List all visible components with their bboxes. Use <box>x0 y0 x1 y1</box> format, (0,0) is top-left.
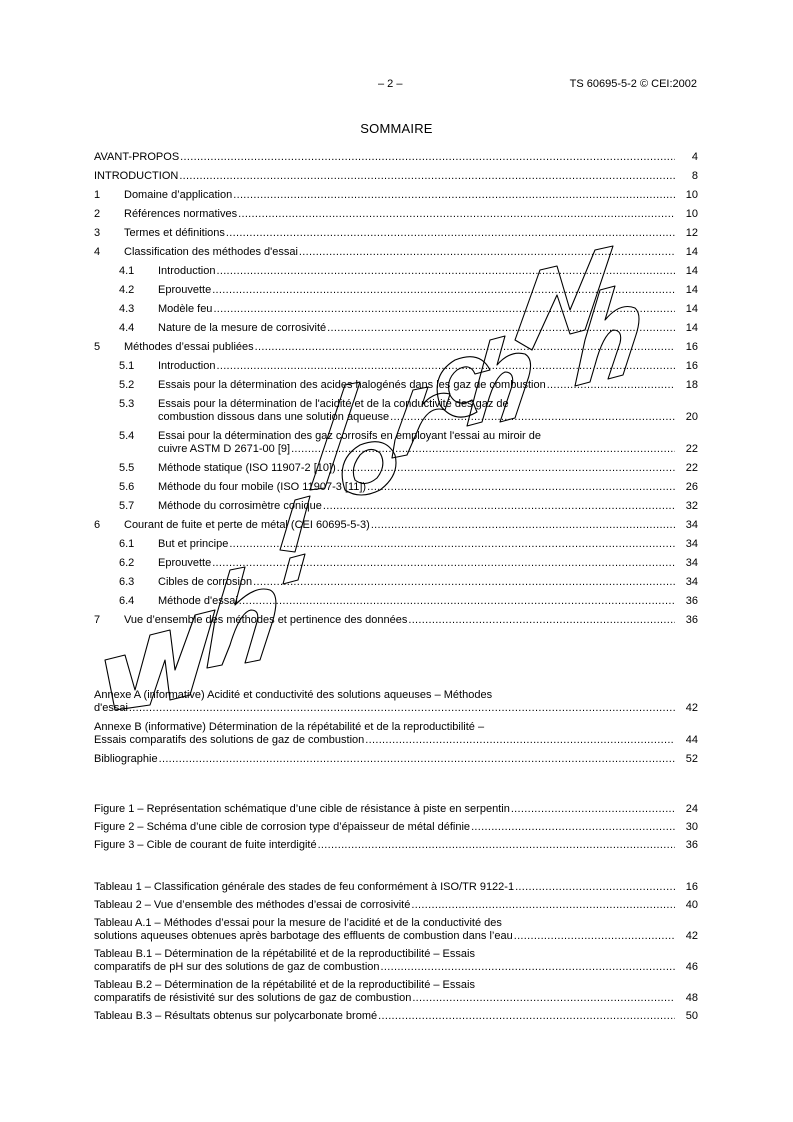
toc-entry-text <box>124 227 698 240</box>
dot-leader <box>390 411 675 424</box>
toc-entry-number: 7 <box>94 614 101 626</box>
toc-entry[interactable] <box>94 721 698 747</box>
toc-entry-title: Essais pour la détermination des acides halogénés dans les gaz de combustion <box>158 379 546 391</box>
toc-entry-text <box>94 170 698 183</box>
toc-entry-page: 48 <box>685 992 698 1004</box>
toc-entry-last-line <box>158 379 676 392</box>
toc-entry-last-line <box>158 595 676 608</box>
toc-entry-title: Nature de la mesure de corrosivité <box>158 322 327 334</box>
toc-entry-page: 14 <box>685 284 698 296</box>
toc-entry-page: 14 <box>685 246 698 258</box>
toc-entry-text <box>158 430 698 456</box>
toc-entry-title: Tableau B.3 – Résultats obtenus sur polycarbonate bromé <box>94 1010 378 1022</box>
toc-entry-title: Tableau 1 – Classification générale des stades de feu conformément à ISO/TR 9122-1 <box>94 881 515 893</box>
toc-entry-last-line <box>94 753 676 766</box>
toc-entry[interactable] <box>94 462 698 475</box>
toc-entry-number: 6 <box>94 519 101 531</box>
dot-leader <box>323 500 675 513</box>
toc-entry[interactable] <box>94 208 698 221</box>
dot-leader <box>159 753 675 766</box>
toc-entry-text <box>94 803 698 816</box>
toc-entry-text <box>94 689 698 715</box>
toc-entry-text <box>94 899 698 912</box>
toc-entry-title: But et principe <box>158 538 229 550</box>
dot-leader <box>381 961 675 974</box>
toc-entry[interactable] <box>94 538 698 551</box>
toc-entry-number: 5.4 <box>119 430 135 442</box>
toc-entry-last-line <box>158 284 676 297</box>
toc-entry-page: 20 <box>685 411 698 423</box>
toc-entry-number: 4.4 <box>119 322 135 334</box>
dot-leader <box>371 519 675 532</box>
toc-entry-title: Méthode statique (ISO 11907-2 [10]) <box>158 462 336 474</box>
toc-entry-page: 16 <box>685 360 698 372</box>
toc-entry-text <box>158 360 698 373</box>
toc-entry-last-line <box>158 557 676 570</box>
dot-leader <box>180 151 675 164</box>
toc-entry-number: 5.5 <box>119 462 135 474</box>
toc-entry-text <box>124 341 698 354</box>
toc-entry-line: Essai pour la détermination des gaz corrosifs en employant l'essai au miroir de <box>158 430 542 442</box>
toc-entry-last-line <box>94 734 676 747</box>
toc-entry-title: Méthode du four mobile (ISO 11907-3 [11]) <box>158 481 367 493</box>
toc-entry-title: cuivre ASTM D 2671-00 [9] <box>158 443 291 455</box>
toc-entry-last-line <box>124 227 676 240</box>
toc-entry-page: 32 <box>685 500 698 512</box>
toc-entry-last-line <box>124 341 676 354</box>
toc-entry-title: Courant de fuite et perte de métal (CEI 60695-5-3) <box>124 519 370 531</box>
toc-entry-page: 36 <box>685 595 698 607</box>
toc-entry[interactable] <box>94 948 698 974</box>
toc-entry-last-line <box>94 151 676 164</box>
toc-entry[interactable] <box>94 1010 698 1023</box>
toc-entry-number: 6.2 <box>119 557 135 569</box>
dot-leader <box>412 992 675 1005</box>
toc-entry-page: 26 <box>685 481 698 493</box>
toc-entry-last-line <box>158 443 676 456</box>
dot-leader <box>514 930 675 943</box>
toc-entry-page: 22 <box>685 443 698 455</box>
toc-entry-page: 42 <box>685 930 698 942</box>
page-title: SOMMAIRE <box>360 121 433 136</box>
toc-entry-page: 34 <box>685 557 698 569</box>
dot-leader <box>239 595 675 608</box>
toc-entry[interactable] <box>94 557 698 570</box>
toc-entry-number: 2 <box>94 208 101 220</box>
dot-leader <box>229 538 675 551</box>
dot-leader <box>129 702 675 715</box>
toc-entry-last-line <box>94 803 676 816</box>
toc-entry-title: Méthode d'essai <box>158 595 238 607</box>
toc-entry-number: 5.3 <box>119 398 135 410</box>
toc-entry-text <box>94 948 698 974</box>
dot-leader <box>327 322 675 335</box>
toc-entry-number: 4.2 <box>119 284 135 296</box>
toc-tables <box>94 881 698 1028</box>
toc-entry-title: Méthodes d’essai publiées <box>124 341 254 353</box>
dot-leader <box>226 227 675 240</box>
document-reference: TS 60695-5-2 © CEI:2002 <box>569 78 697 90</box>
toc-entry-last-line <box>124 208 676 221</box>
toc-entry[interactable] <box>94 595 698 608</box>
toc-entry[interactable] <box>94 500 698 513</box>
toc-entry-page: 44 <box>685 734 698 746</box>
toc-entry-title: Méthode du corrosimètre conique <box>158 500 322 512</box>
dot-leader <box>216 265 675 278</box>
toc-entry[interactable] <box>94 614 698 627</box>
toc-entry[interactable] <box>94 322 698 335</box>
toc-entry-last-line <box>94 821 676 834</box>
dot-leader <box>337 462 675 475</box>
toc-entry[interactable] <box>94 821 698 834</box>
dot-leader <box>365 734 675 747</box>
dot-leader <box>511 803 675 816</box>
toc-entry-last-line <box>158 322 676 335</box>
toc-entry-title: d'essai <box>94 702 128 714</box>
toc-entry-title: comparatifs de pH sur des solutions de gaz de combustion <box>94 961 380 973</box>
toc-entry-title: Eprouvette <box>158 284 212 296</box>
toc-entry-title: Termes et définitions <box>124 227 225 239</box>
toc-entry-title: comparatifs de résistivité sur des solutions de gaz de combustion <box>94 992 412 1004</box>
toc-entry-last-line <box>94 839 676 852</box>
toc-entry-page: 10 <box>685 189 698 201</box>
dot-leader <box>216 360 675 373</box>
toc-entry-number: 1 <box>94 189 101 201</box>
toc-entry[interactable] <box>94 519 698 532</box>
toc-entry-text <box>124 519 698 532</box>
toc-entry[interactable] <box>94 803 698 816</box>
toc-entry-page: 14 <box>685 303 698 315</box>
toc-entry-number: 5.7 <box>119 500 135 512</box>
toc-entry-text <box>158 322 698 335</box>
toc-entry-number: 6.4 <box>119 595 135 607</box>
toc-entry-title: combustion dissous dans une solution aqueuse <box>158 411 390 423</box>
toc-entry-page: 46 <box>685 961 698 973</box>
toc-entry-text <box>94 821 698 834</box>
toc-entry-title: Figure 1 – Représentation schématique d’une cible de résistance à piste en serpentin <box>94 803 510 815</box>
toc-entry-title: solutions aqueuses obtenues après barbotage des effluents de combustion dans l’eau <box>94 930 513 942</box>
toc-entry-text <box>94 753 698 766</box>
toc-entry-last-line <box>94 899 676 912</box>
dot-leader <box>212 284 675 297</box>
toc-entry-page: 4 <box>691 151 698 163</box>
dot-leader <box>291 443 675 456</box>
toc-entry-text <box>94 721 698 747</box>
toc-entry-number: 4.1 <box>119 265 135 277</box>
toc-entry-title: AVANT-PROPOS <box>94 151 180 163</box>
toc-entry-number: 6.3 <box>119 576 135 588</box>
toc-entry-last-line <box>158 462 676 475</box>
toc-entry-text <box>158 576 698 589</box>
toc-entry-title: Essais comparatifs des solutions de gaz de combustion <box>94 734 365 746</box>
toc-entry-page: 30 <box>685 821 698 833</box>
toc-entry-line: Tableau A.1 – Méthodes d’essai pour la mesure de l’acidité et de la conductivité des <box>94 917 502 929</box>
dot-leader <box>367 481 675 494</box>
toc-entry[interactable] <box>94 899 698 912</box>
toc-entry-title: Tableau 2 – Vue d’ensemble des méthodes d’essai de corrosivité <box>94 899 411 911</box>
toc-entry-page: 10 <box>685 208 698 220</box>
dot-leader <box>411 899 675 912</box>
toc-entry-page: 34 <box>685 519 698 531</box>
toc-entry-page: 50 <box>685 1010 698 1022</box>
toc-entry-line: Annexe B (informative) Détermination de la répétabilité et de la reproductibilité – <box>94 721 485 733</box>
toc-entry-last-line <box>94 992 676 1005</box>
toc-entry[interactable] <box>94 246 698 259</box>
toc-entry-title: Figure 3 – Cible de courant de fuite interdigité <box>94 839 317 851</box>
toc-entry-text <box>94 979 698 1005</box>
toc-entry-title: Bibliographie <box>94 753 158 765</box>
toc-entry-text <box>94 917 698 943</box>
toc-entry[interactable] <box>94 481 698 494</box>
toc-entry-last-line <box>94 881 676 894</box>
toc-entry-number: 3 <box>94 227 101 239</box>
toc-entry-line: Tableau B.1 – Détermination de la répétabilité et de la reproductibilité – Essais <box>94 948 475 960</box>
toc-entry[interactable] <box>94 189 698 202</box>
dot-leader <box>318 839 675 852</box>
toc-entry[interactable] <box>94 151 698 164</box>
dot-leader <box>255 341 675 354</box>
toc-entry-page: 36 <box>685 614 698 626</box>
toc-entry-last-line <box>124 189 676 202</box>
toc-entry-last-line <box>94 702 676 715</box>
toc-entry-last-line <box>124 614 676 627</box>
toc-entry-text <box>158 500 698 513</box>
toc-entry[interactable] <box>94 398 698 424</box>
toc-entry-page: 8 <box>691 170 698 182</box>
dot-leader <box>299 246 675 259</box>
toc-entry-text <box>158 481 698 494</box>
toc-entry-last-line <box>158 360 676 373</box>
toc-entry-title: Cibles de corrosion <box>158 576 253 588</box>
dot-leader <box>378 1010 675 1023</box>
toc-entry-number: 5.2 <box>119 379 135 391</box>
toc-entry-title: Figure 2 – Schéma d’une cible de corrosion type d’épaisseur de métal définie <box>94 821 471 833</box>
toc-entry-page: 34 <box>685 576 698 588</box>
toc-entry-text <box>158 398 698 424</box>
toc-entry[interactable] <box>94 753 698 766</box>
toc-entry-page: 40 <box>685 899 698 911</box>
toc-entry-page: 14 <box>685 265 698 277</box>
toc-entry[interactable] <box>94 979 698 1005</box>
toc-entry[interactable] <box>94 227 698 240</box>
toc-entry-text <box>94 1010 698 1023</box>
toc-entry-last-line <box>158 303 676 316</box>
toc-entry-text <box>94 151 698 164</box>
toc-entry-title: Introduction <box>158 265 216 277</box>
toc-entry-title: Classification des méthodes d'essai <box>124 246 298 258</box>
dot-leader <box>179 170 675 183</box>
toc-entry[interactable] <box>94 430 698 456</box>
toc-entry-last-line <box>158 576 676 589</box>
toc-entry-text <box>94 881 698 894</box>
toc-entry[interactable] <box>94 576 698 589</box>
toc-entry-number: 5.6 <box>119 481 135 493</box>
toc-entry-last-line <box>94 170 676 183</box>
toc-entry[interactable] <box>94 303 698 316</box>
toc-entry-last-line <box>158 500 676 513</box>
dot-leader <box>408 614 675 627</box>
toc-entry-number: 4 <box>94 246 101 258</box>
toc-entry-text <box>158 557 698 570</box>
toc-entry[interactable] <box>94 689 698 715</box>
toc-entry-text <box>94 839 698 852</box>
dot-leader <box>212 557 675 570</box>
dot-leader <box>213 303 675 316</box>
toc-entry-line: Annexe A (informative) Acidité et conductivité des solutions aqueuses – Méthodes <box>94 689 493 701</box>
dot-leader <box>515 881 675 894</box>
toc-entry-text <box>158 284 698 297</box>
toc-entry-page: 16 <box>685 881 698 893</box>
toc-entry-title: Vue d’ensemble des méthodes et pertinence des données <box>124 614 408 626</box>
toc-entry-page: 16 <box>685 341 698 353</box>
toc-entry-last-line <box>124 519 676 532</box>
toc-entry-page: 22 <box>685 462 698 474</box>
toc-entry[interactable] <box>94 284 698 297</box>
toc-entry-last-line <box>94 1010 676 1023</box>
toc-entry-title: Références normatives <box>124 208 238 220</box>
toc-entry-title: INTRODUCTION <box>94 170 179 182</box>
toc-entry-last-line <box>124 246 676 259</box>
page-number: – 2 – <box>378 78 403 90</box>
toc-entry-line: Essais pour la détermination de l'acidité et de la conductivité des gaz de <box>158 398 509 410</box>
toc-entry-text <box>158 379 698 392</box>
toc-entry-title: Eprouvette <box>158 557 212 569</box>
toc-entry[interactable] <box>94 341 698 354</box>
dot-leader <box>547 379 675 392</box>
toc-entry-last-line <box>158 481 676 494</box>
toc-entry-text <box>158 303 698 316</box>
toc-entry-page: 24 <box>685 803 698 815</box>
toc-entry[interactable] <box>94 881 698 894</box>
toc-entry-number: 5 <box>94 341 101 353</box>
toc-entry[interactable] <box>94 379 698 392</box>
toc-entry-last-line <box>158 538 676 551</box>
toc-entry-text <box>158 462 698 475</box>
toc-entry[interactable] <box>94 917 698 943</box>
toc-entry[interactable] <box>94 170 698 183</box>
toc-entry[interactable] <box>94 265 698 278</box>
toc-entry-text <box>124 189 698 202</box>
toc-entry-page: 52 <box>685 753 698 765</box>
toc-entry-text <box>158 538 698 551</box>
toc-entry-last-line <box>158 411 676 424</box>
toc-entry-last-line <box>94 961 676 974</box>
dot-leader <box>253 576 675 589</box>
toc-entry[interactable] <box>94 360 698 373</box>
toc-entry[interactable] <box>94 839 698 852</box>
toc-entry-text <box>124 614 698 627</box>
dot-leader <box>471 821 675 834</box>
toc-entry-page: 34 <box>685 538 698 550</box>
toc-entry-page: 12 <box>685 227 698 239</box>
dot-leader <box>233 189 675 202</box>
toc-annexes <box>94 689 698 772</box>
toc-entry-last-line <box>94 930 676 943</box>
toc-entry-number: 4.3 <box>119 303 135 315</box>
toc-contents <box>94 151 698 633</box>
toc-entry-title: Modèle feu <box>158 303 213 315</box>
toc-entry-line: Tableau B.2 – Détermination de la répétabilité et de la reproductibilité – Essais <box>94 979 475 991</box>
toc-entry-last-line <box>158 265 676 278</box>
toc-entry-text <box>158 265 698 278</box>
toc-entry-number: 5.1 <box>119 360 135 372</box>
toc-entry-page: 14 <box>685 322 698 334</box>
toc-entry-title: Introduction <box>158 360 216 372</box>
toc-entry-text <box>124 208 698 221</box>
dot-leader <box>238 208 675 221</box>
toc-entry-text <box>158 595 698 608</box>
toc-entry-text <box>124 246 698 259</box>
toc-entry-page: 36 <box>685 839 698 851</box>
toc-entry-title: Domaine d’application <box>124 189 233 201</box>
toc-figures <box>94 803 698 857</box>
toc-entry-number: 6.1 <box>119 538 135 550</box>
toc-entry-page: 18 <box>685 379 698 391</box>
toc-entry-page: 42 <box>685 702 698 714</box>
